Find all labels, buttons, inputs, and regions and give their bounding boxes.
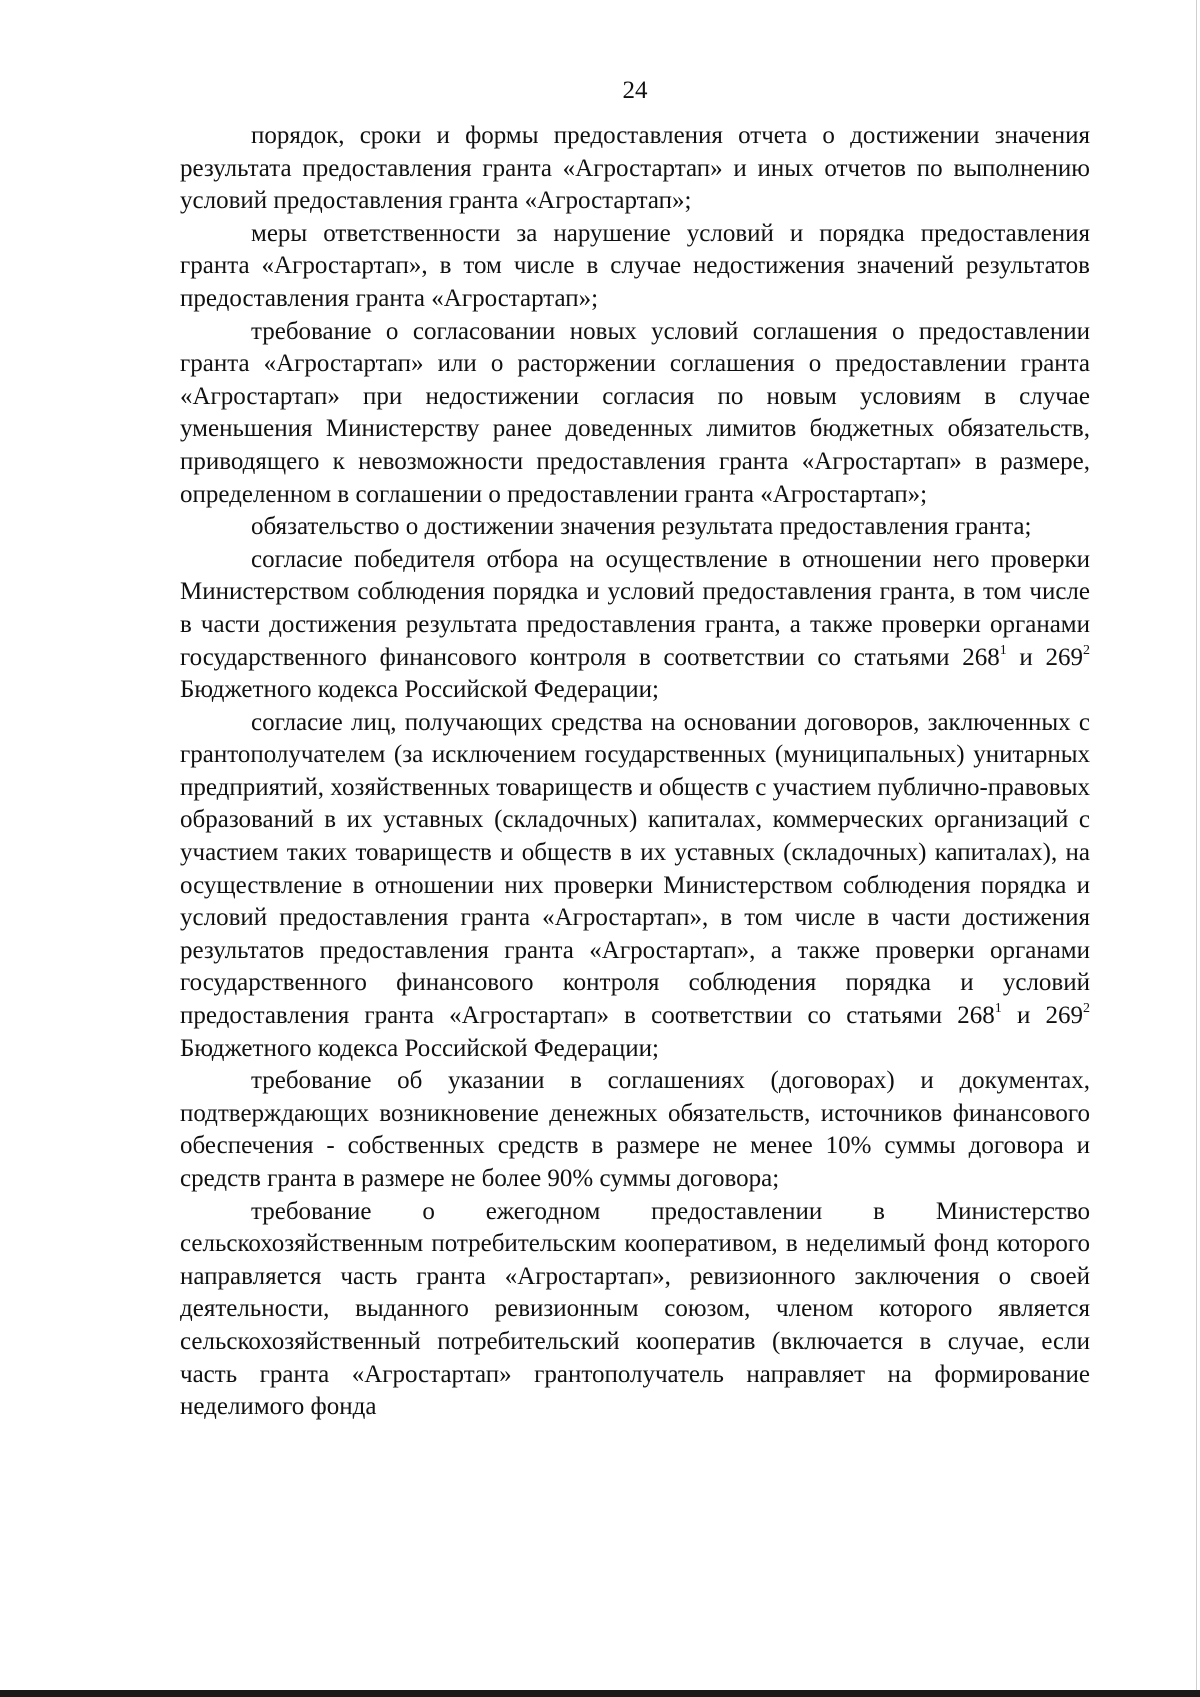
paragraph-new-terms-requirement: требование о согласовании новых условий соглашения о предоставлении гранта «Агростартап» или о расторжении соглашения о предоставлении гранта «Агростартап» при недостижении согласия по новым условиям в случае уменьшения Министерству ранее доведенных лимитов бюджетных обязательств, приводящего к невозможности предоставления гранта «Агростартап» в размере, определенном в соглашении о предоставлении гранта «Агростартап»;: [180, 317, 1090, 508]
paragraph-text: и 269: [1006, 643, 1083, 671]
paragraph-text: Бюджетного кодекса Российской Федерации;: [180, 676, 659, 704]
paragraph-text: согласие победителя отбора на осуществление в отношении него проверки Министерством соблюдения порядка и условий предоставления гранта, в том числе в части достижения результата предоставления гранта, а также проверки органами государственного финансового контроля в соответствии со статьями 268: [180, 545, 1090, 671]
paragraph-contractors-consent: [180, 707, 1090, 1066]
scan-edge-right: [1196, 0, 1197, 1690]
paragraph-winner-consent: [180, 544, 1090, 707]
footnote-superscript: 1: [999, 642, 1007, 658]
paragraph-text: и 269: [1001, 1002, 1083, 1030]
paragraph-report-procedure: порядок, сроки и формы предоставления отчета о достижении значения результата предоставления гранта «Агростартап» и иных отчетов по выполнению условий предоставления гранта «Агростартап»;: [180, 122, 1090, 215]
paragraph-text: согласие лиц, получающих средства на основании договоров, заключенных с грантополучателем (за исключением государственных (муниципальных) унитарных предприятий, хозяйственных товариществ и обществ с участием публично-правовых образований в их уставных (складочных) капиталах, коммерческих организаций с участием таких товариществ и обществ в их уставных (складочных) капиталах), на осуществление в отношении них проверки Министерством соблюдения порядка и условий предоставления гранта «Агростартап», в том числе в части достижения результатов предоставления гранта «Агростартап», а также проверки органами государственного финансового контроля соблюдения порядка и условий предоставления гранта «Агростартап» в соответствии со статьями 268: [180, 708, 1090, 1030]
page-number: 24: [622, 77, 648, 104]
paragraph-result-obligation: обязательство о достижении значения результата предоставления гранта;: [251, 513, 1032, 541]
scan-edge-bottom: [0, 1690, 1200, 1697]
paragraph-liability-measures: меры ответственности за нарушение условий и порядка предоставления гранта «Агростартап», в том числе в случае недостижения значений результатов предоставления гранта «Агростартап»;: [180, 219, 1090, 312]
footnote-superscript: 2: [1083, 642, 1090, 658]
paragraph-funding-sources-requirement: требование об указании в соглашениях (договорах) и документах, подтверждающих возникновение денежных обязательств, источников финансового обеспечения - собственных средств в размере не менее 10% суммы договора и средств гранта в размере не более 90% суммы договора;: [180, 1067, 1090, 1192]
paragraph-text: Бюджетного кодекса Российской Федерации;: [180, 1034, 659, 1062]
footnote-superscript: 1: [994, 1001, 1002, 1017]
document-body: [180, 120, 1090, 1424]
paragraph-audit-report-requirement: требование о ежегодном предоставлении в Министерство сельскохозяйственным потребительским кооперативом, в неделимый фонд которого направляется часть гранта «Агростартап», ревизионного заключения о своей деятельности, выданного ревизионным союзом, членом которого является сельскохозяйственный потребительский кооператив (включается в случае, если часть гранта «Агростартап» грантополучатель направляет на формирование неделимого фонда: [180, 1197, 1090, 1421]
footnote-superscript: 2: [1083, 1001, 1090, 1017]
